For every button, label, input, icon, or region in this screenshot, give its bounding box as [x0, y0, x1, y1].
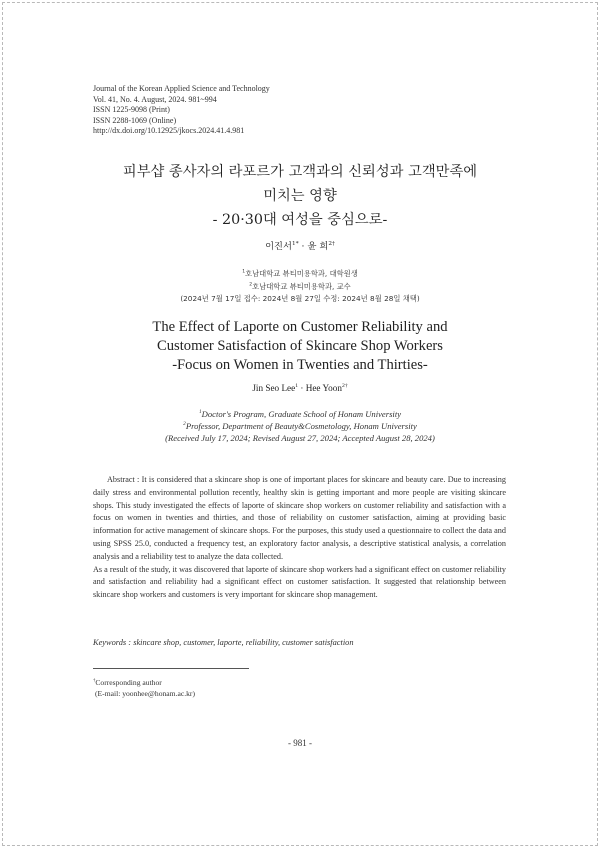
- korean-dates: (2024년 7월 17일 접수: 2024년 8월 27일 수정: 2024년 8월 28일 채택): [180, 294, 420, 304]
- abstract-paragraph2: As a result of the study, it was discovered that laporte of skincare shop workers had a significant effect on customer reliability and satisfaction and reliability had a significant effect on customer satisfaction. It suggested that relationship between skincare shop workers and customers is very important for skincare shop management.: [93, 564, 506, 600]
- english-affiliations: [0, 408, 600, 444]
- english-affil1-text: Doctor's Program, Graduate School of Honam University: [201, 409, 402, 419]
- korean-author1: 이진서: [265, 241, 293, 252]
- english-dates: (Received July 17, 2024; Revised August 27, 2024; Accepted August 28, 2024): [165, 433, 435, 443]
- doi-link[interactable]: http://dx.doi.org/10.12925/jkocs.2024.41.4.981: [93, 126, 245, 136]
- english-title-line3: -Focus on Women in Twenties and Thirties-: [172, 357, 428, 373]
- korean-affil1-text: 호남대학교 뷰티미용학과, 대학원생: [245, 269, 358, 278]
- english-title-line1: The Effect of Laporte on Customer Reliability and: [152, 319, 448, 335]
- korean-author-separator: ·: [298, 241, 308, 252]
- footnote-line1: [93, 677, 195, 688]
- english-title: [0, 318, 600, 375]
- keywords-text: skincare shop, customer, laporte, reliability, customer satisfaction: [133, 638, 354, 647]
- english-authors: [0, 383, 600, 393]
- korean-author1-sup: 1*: [292, 240, 299, 247]
- english-affil2: [0, 420, 600, 432]
- korean-title-line2: 미치는 영향: [263, 188, 337, 204]
- journal-info: [93, 84, 270, 137]
- korean-authors: [0, 238, 600, 252]
- footnote-mark: †: [93, 678, 96, 684]
- footnote-email[interactable]: (E-mail: yoonhee@honam.ac.kr): [95, 689, 195, 698]
- korean-affil2-sup: 2: [249, 282, 253, 288]
- korean-affiliations: [0, 268, 600, 306]
- abstract-paragraph1-text: It is considered that a skincare shop is one of important places for skincare and beauty care. Due to increasing daily stress and environmental pollution recently, healthy skin is getting important and more people are visiting skincare shops. This study investigated the effects of laporte of skincare shop workers on customer reliability and satisfaction with a focus on women in twenties and thirties, and those of reliability on customer satisfaction, aiming at providing basic information for active management of skincare shops. For the purposes, this study used a questionnaire to collect the data and using SPSS 25.0, conducted a frequency test, an exploratory factor analysis, a descriptive statistical analysis, a correlation analysis and a reliability test to analyze the data collected.: [93, 475, 506, 561]
- english-author2-sup: 2†: [341, 382, 348, 389]
- abstract-label: Abstract: [107, 475, 135, 484]
- korean-title-line1: 피부샵 종사자의 라포르가 고객과의 신뢰성과 고객만족에: [122, 164, 478, 180]
- footnote-corresponding: Corresponding author: [95, 678, 162, 687]
- korean-affil1-sup: 1: [242, 269, 246, 275]
- keywords-colon: :: [126, 638, 134, 647]
- issn-print: ISSN 1225-9098 (Print): [93, 105, 170, 115]
- abstract: [93, 474, 506, 602]
- journal-volume: Vol. 41, No. 4. August, 2024. 981~994: [93, 94, 217, 104]
- keywords: [93, 638, 354, 647]
- korean-affil1: [0, 268, 600, 281]
- korean-title-line3: - 20·30대 여성을 중심으로-: [212, 212, 388, 228]
- issn-online: ISSN 2288-1069 (Online): [93, 115, 177, 125]
- footnote-divider: [93, 668, 249, 669]
- korean-author2-sup: 2†: [328, 240, 335, 247]
- page-number: - 981 -: [288, 738, 312, 748]
- keywords-label: Keywords: [93, 638, 127, 647]
- english-title-line2: Customer Satisfaction of Skincare Shop Workers: [157, 338, 443, 354]
- korean-affil2: [0, 281, 600, 294]
- korean-affil2-text: 호남대학교 뷰티미용학과, 교수: [252, 281, 351, 291]
- english-author-separator: ·: [298, 383, 306, 393]
- abstract-colon: :: [134, 475, 142, 484]
- english-affil1: [0, 408, 600, 420]
- english-affil2-sup: 2: [183, 421, 186, 428]
- abstract-paragraph1: [93, 474, 506, 564]
- korean-author2: 윤 희: [307, 241, 329, 252]
- korean-title: [0, 160, 600, 232]
- journal-name: Journal of the Korean Applied Science and Technology: [93, 84, 270, 93]
- english-author1: Jin Seo Lee: [252, 383, 296, 393]
- english-author1-sup: 1: [295, 382, 299, 389]
- english-author2: Hee Yoon: [305, 383, 342, 393]
- english-affil2-text: Professor, Department of Beauty&Cosmetology, Honam University: [185, 421, 417, 431]
- english-affil1-sup: 1: [198, 409, 202, 416]
- footnote: [93, 677, 195, 699]
